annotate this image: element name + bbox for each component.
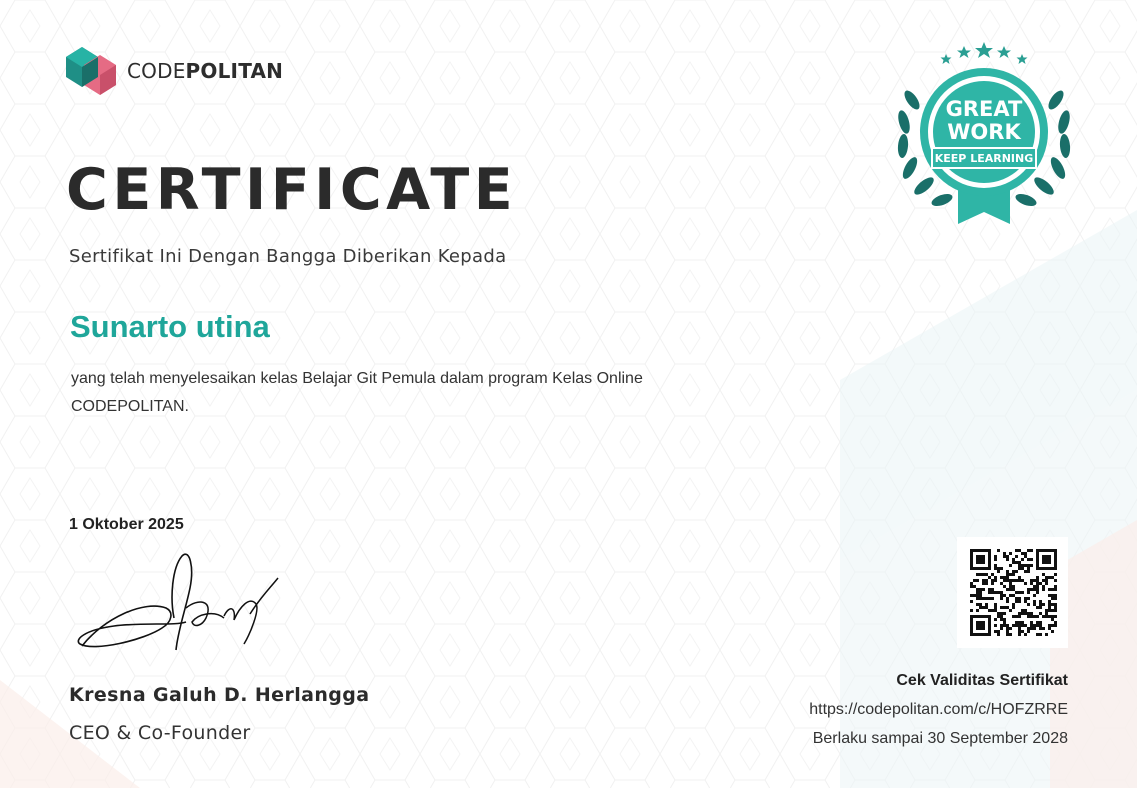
- badge-line1: GREAT: [945, 97, 1023, 121]
- handwritten-signature-icon: [74, 548, 284, 658]
- qr-code-icon[interactable]: [970, 549, 1057, 636]
- recipient-name: Sunarto utina: [70, 309, 270, 344]
- qr-code-box[interactable]: [957, 537, 1068, 648]
- brand-logo: [64, 43, 283, 99]
- certificate-subtitle: Sertifikat Ini Dengan Bangga Diberikan Kepada: [69, 246, 507, 267]
- verification-valid-until: Berlaku sampai 30 September 2028: [812, 730, 1068, 747]
- certificate-title: CERTIFICATE: [66, 157, 518, 223]
- verification-url[interactable]: https://codepolitan.com/c/HOFZRRE: [809, 701, 1068, 718]
- certificate-description: yang telah menyelesaikan kelas Belajar Git Pemula dalam program Kelas Online CODEPOLITAN.: [71, 370, 643, 415]
- certificate-date: 1 Oktober 2025: [69, 516, 184, 533]
- signer-role: CEO & Co-Founder: [69, 722, 251, 744]
- codepolitan-cube-logo-icon: [64, 43, 118, 99]
- badge-ribbon-text: KEEP LEARNING: [934, 152, 1034, 165]
- laurel-award-badge-icon: [894, 40, 1074, 226]
- signer-name: Kresna Galuh D. Herlangga: [69, 684, 370, 706]
- verification-block: [809, 671, 1068, 749]
- brand-name-regular: CODE: [127, 59, 186, 83]
- brand-name: [127, 61, 283, 81]
- badge-line2: WORK: [947, 120, 1021, 144]
- brand-name-bold: POLITAN: [185, 59, 284, 83]
- verification-title: Cek Validitas Sertifikat: [896, 672, 1068, 689]
